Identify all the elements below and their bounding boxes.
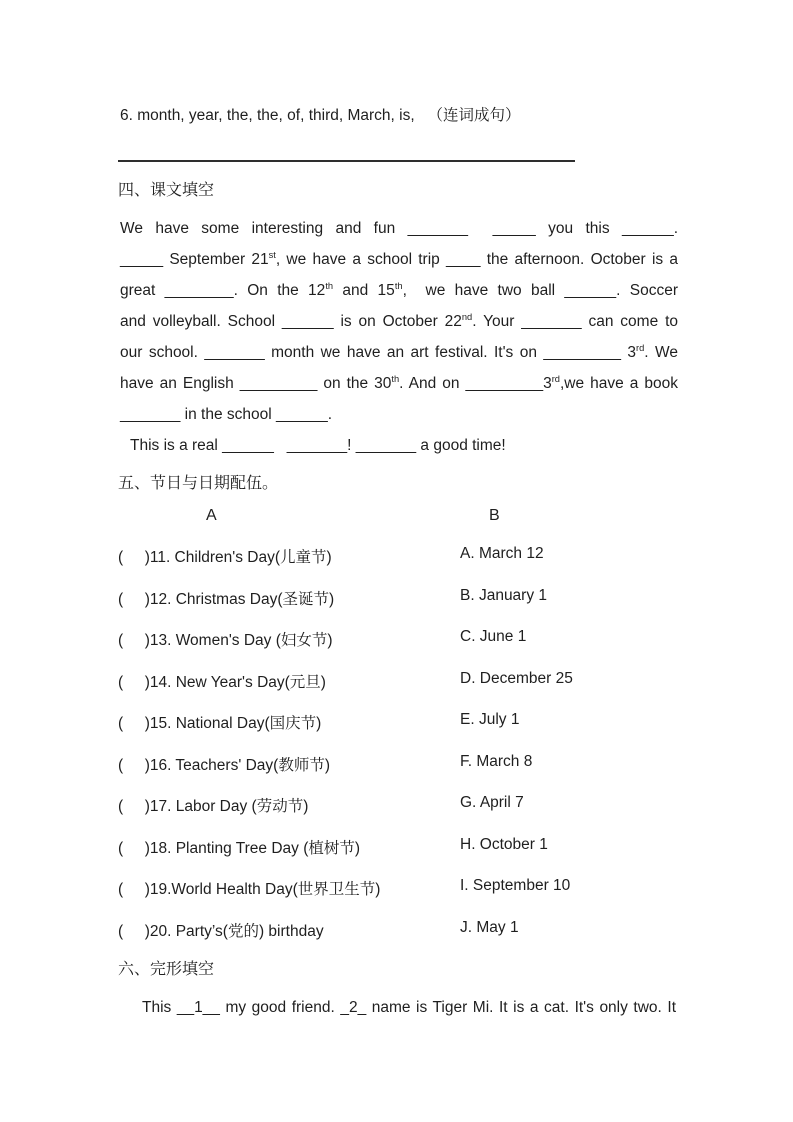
date-option: B. January 1 [460,586,548,604]
match-row-11 [118,545,738,587]
date-option: G. April 7 [460,794,524,811]
passage-line-1: We have some interesting and fun _______ _____ you this ______. [120,220,678,237]
match-row-19 [118,877,738,919]
match-row-15 [118,711,738,753]
festival-label: ( )12. Christmas Day(圣诞节) [118,590,335,608]
section4-title: 四、课文填空 [118,182,215,199]
section5-title: 五、节日与日期配伍。 [118,475,279,492]
passage-line-4: and volleyball. School ______ is on October 22nd. Your _______ can come to [120,311,678,330]
passage-line-7: _______ in the school ______. [120,406,333,423]
date-option: C. June 1 [460,628,527,645]
festival-label: ( )13. Women's Day (妇女节) [118,632,333,649]
passage-line-3: great ________. On the 12th and 15th, we have two ball ______. Soccer [120,280,678,299]
date-option: E. July 1 [460,711,520,728]
match-row-13 [118,628,738,670]
date-option: A. March 12 [460,545,544,562]
festival-label: ( )20. Party’s(党的) birthday [118,922,324,940]
match-row-20 [118,919,738,961]
passage-line-6: have an English _________ on the 30th. And on _________3rd,we have a book [120,373,678,392]
festival-label: ( )19.World Health Day(世界卫生节) [118,881,381,898]
passage-fill-in-text [120,213,678,461]
matching-list [118,545,738,960]
date-option: J. May 1 [460,918,519,936]
festival-label: ( )11. Children's Day(儿童节) [118,549,332,566]
festival-label: ( )17. Labor Day (劳动节) [118,798,309,815]
date-option: F. March 8 [460,752,533,770]
cloze-first-line: This __1__ my good friend. _2_ name is Tiger Mi. It is a cat. It's only two. It [142,999,676,1016]
match-row-18 [118,836,738,878]
match-row-12 [118,587,738,629]
answer-underline [118,143,575,162]
date-option: I. September 10 [460,877,571,894]
festival-label: ( )16. Teachers' Day(教师节) [118,756,330,774]
passage-line-5: our school. _______ month we have an art festival. It's on _________ 3rd. We [120,342,678,361]
section6-title: 六、完形填空 [118,961,215,978]
festival-label: ( )18. Planting Tree Day (植树节) [118,839,361,857]
passage-line-8: This is a real ______ _______! _______ a good time! [130,437,506,454]
match-row-17 [118,794,738,836]
festival-label: ( )15. National Day(国庆节) [118,715,322,732]
question-6-text: 6. month, year, the, the, of, third, March, is, （连词成句） [120,107,521,124]
match-row-16 [118,753,738,795]
date-option: H. October 1 [460,835,548,853]
column-a-header: A [206,507,217,524]
date-option: D. December 25 [460,669,573,687]
passage-line-2: _____ September 21st, we have a school trip ____ the afternoon. October is a [120,249,679,268]
column-b-header: B [489,507,500,524]
festival-label: ( )14. New Year's Day(元旦) [118,673,326,691]
match-row-14 [118,670,738,712]
